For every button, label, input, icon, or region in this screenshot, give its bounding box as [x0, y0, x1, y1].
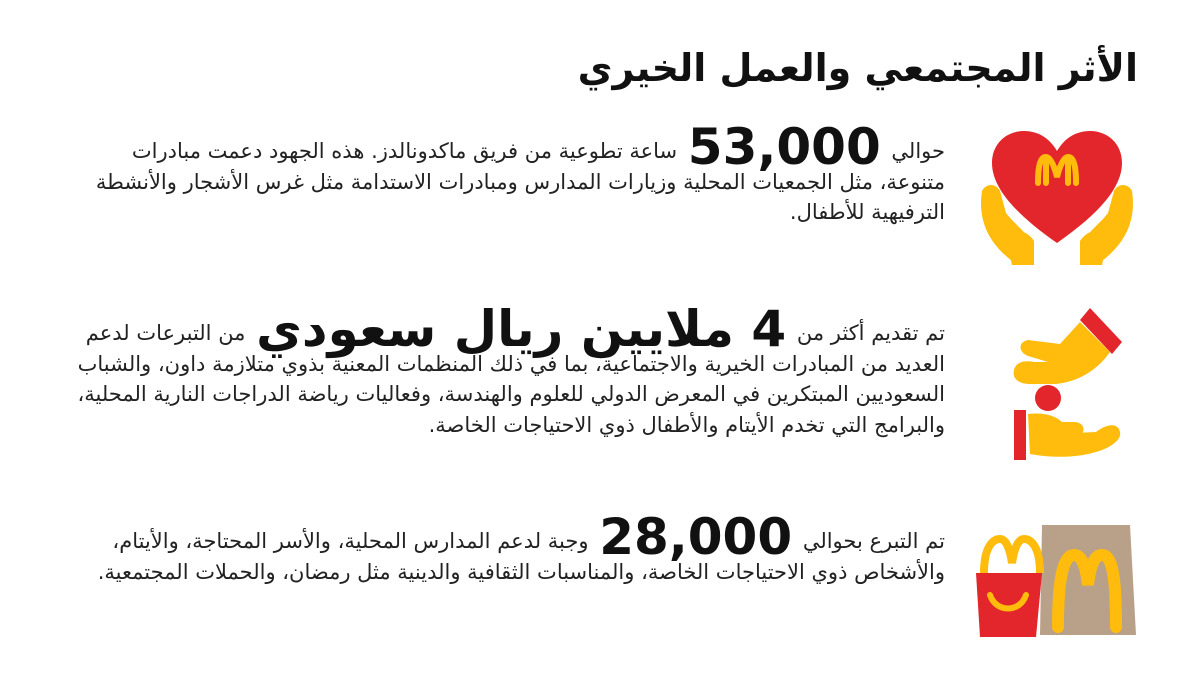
section-text	[75, 508, 945, 587]
stat-meals: 28,000	[599, 508, 793, 566]
stat-volunteer-hours: 53,000	[687, 118, 881, 176]
happy-meal-bag-icon	[970, 515, 1138, 640]
stat-donation-amount: 4 ملايين ريال سعودي	[256, 300, 787, 358]
heart-hands-icon	[976, 125, 1138, 270]
section-text-pre: حوالي	[884, 139, 945, 163]
section-text	[75, 118, 945, 228]
section-text	[75, 300, 945, 440]
page-title: الأثر المجتمعي والعمل الخيري	[577, 46, 1138, 90]
section-text-post: ساعة تطوعية من فريق ماكدونالدز. هذه الجهود دعمت مبادرات متنوعة، مثل الجمعيات المحلية وزيارات المدارس ومبادرات الاستدامة مثل غرس الأشجار والأنشطة الترفيهية للأطفال.	[95, 139, 945, 224]
section-text-pre: تم التبرع بحوالي	[796, 529, 945, 553]
section-text-pre: تم تقديم أكثر من	[790, 321, 945, 345]
section-text-post: من التبرعات لدعم العديد من المبادرات الخيرية والاجتماعية، بما في ذلك المنظمات المعنية بذوي متلازمة داون، والشباب السعوديين المبتكرين في المعرض الدولي للعلوم والهندسة، وفعاليات رياضة الدراجات النارية المحلية، والبرامج التي تخدم الأيتام والأطفال ذوي الاحتياجات الخاصة.	[77, 321, 945, 437]
giving-hands-icon	[978, 302, 1138, 467]
section-text-post: وجبة لدعم المدارس المحلية، والأسر المحتاجة، والأيتام، والأشخاص ذوي الاحتياجات الخاصة، والمناسبات الثقافية والدينية مثل رمضان، والحملات المجتمعية.	[97, 529, 945, 584]
